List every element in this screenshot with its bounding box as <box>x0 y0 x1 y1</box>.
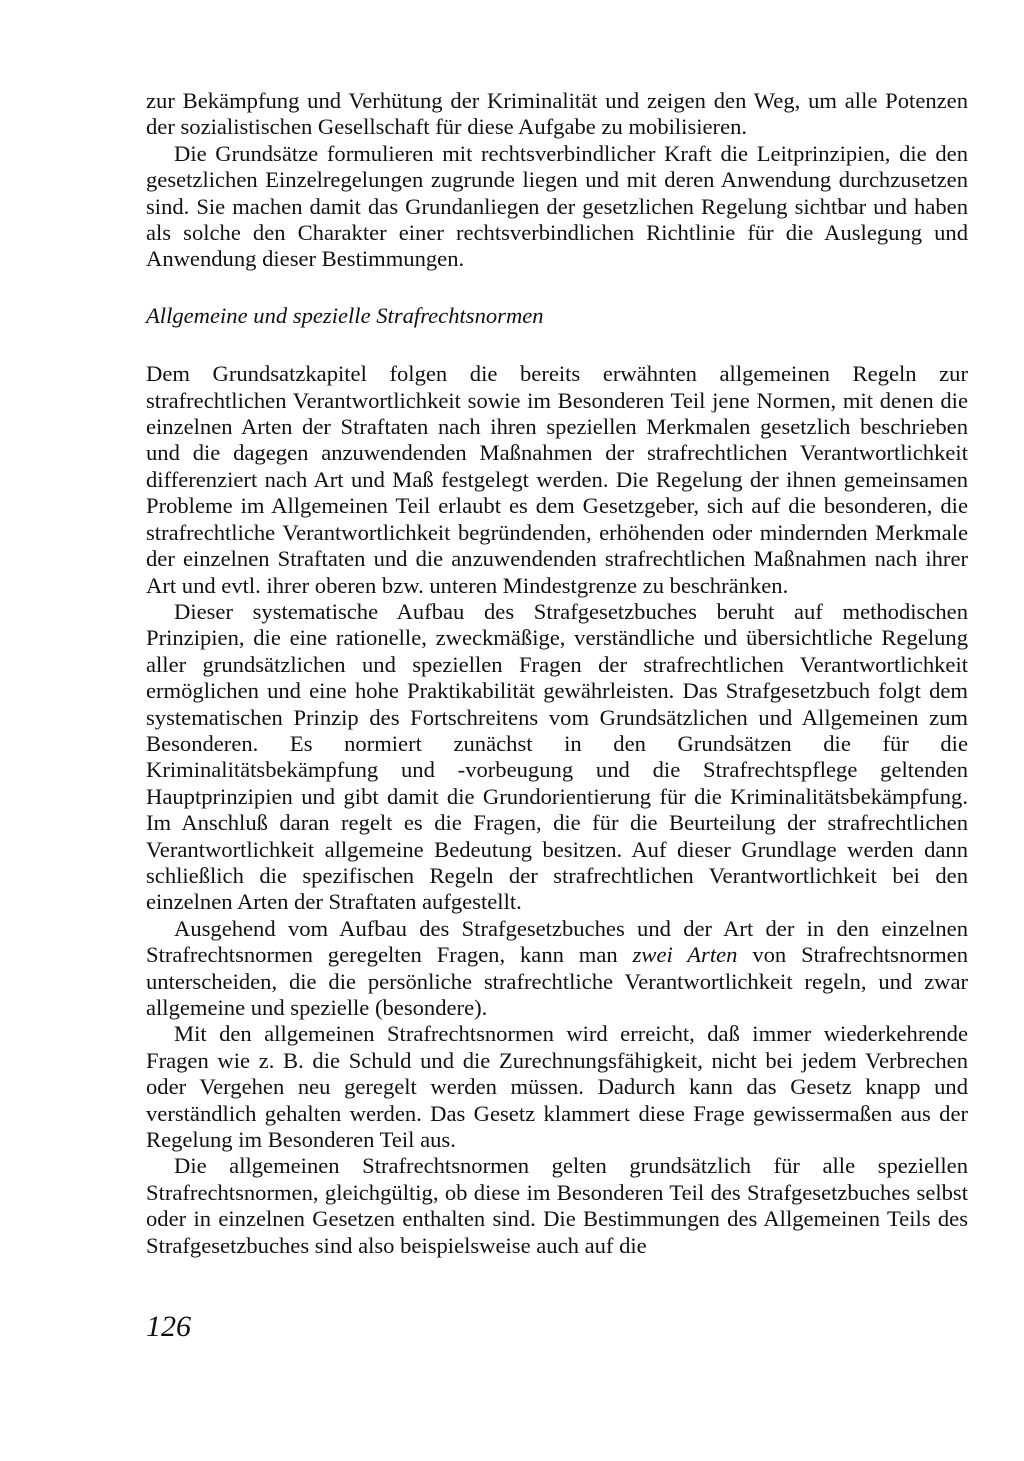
paragraph-6: Mit den allgemeinen Strafrechtsnormen wird erreicht, daß immer wiederkehrende Fragen wie z. B. die Schuld und die Zurechnungsfähigkeit, nicht bei jedem Verbrechen oder Vergehen neu geregelt werden müssen. Dadurch kann das Gesetz knapp und verständlich gehalten werden. Das Gesetz klammert diese Frage gewissermaßen aus der Regelung im Besonderen Teil aus. <box>146 1021 968 1153</box>
paragraph-4: Dieser systematische Aufbau des Strafgesetzbuches beruht auf methodischen Prinzipien, die eine rationelle, zweckmäßige, verständliche und übersichtliche Regelung aller grundsätzlichen und speziellen Fragen der strafrechtlichen Verantwortlichkeit ermöglichen und eine hohe Praktikabilität gewährleisten. Das Strafgesetzbuch folgt dem systematischen Prinzip des Fortschreitens vom Grundsätzlichen und Allgemeinen zum Besonderen. Es normiert zunächst in den Grundsätzen die für die Kriminalitätsbekämpfung und -vorbeugung und die Strafrechtspflege geltenden Hauptprinzipien und gibt damit die Grundorientierung für die Kriminalitätsbekämpfung. Im Anschluß daran regelt es die Fragen, die für die Beurteilung der strafrechtlichen Verantwortlichkeit allgemeine Bedeutung besitzen. Auf dieser Grundlage werden dann schließlich die spezifischen Regeln der strafrechtlichen Verantwortlichkeit bei den einzelnen Arten der Straftaten aufgestellt. <box>146 598 968 915</box>
paragraph-1: zur Bekämpfung und Verhütung der Kriminalität und zeigen den Weg, um alle Potenzen der sozialistischen Gesellschaft für diese Aufgabe zu mobilisieren. <box>146 88 968 140</box>
section-heading: Allgemeine und spezielle Strafrechtsnormen <box>146 302 544 328</box>
page-body <box>146 88 968 1259</box>
paragraph-5-text-after: von Strafrechtsnormen unterscheiden, die die persönliche strafrechtliche Verantwortlichkeit regeln, und zwar allgemeine und spezielle (besondere). <box>146 942 968 1020</box>
paragraph-7: Die allgemeinen Strafrechtsnormen gelten grundsätzlich für alle speziellen Strafrechtsnormen, gleichgültig, ob diese im Besonderen Teil des Strafgesetzbuches selbst oder in einzelnen Gesetzen enthalten sind. Die Bestimmungen des Allgemeinen Teils des Strafgesetzbuches sind also beispielsweise auch auf die <box>146 1153 968 1258</box>
paragraph-3: Dem Grundsatzkapitel folgen die bereits erwähnten allgemeinen Regeln zur strafrechtlichen Verantwortlichkeit sowie im Besonderen Teil jene Normen, mit denen die einzelnen Arten der Straftaten nach ihren speziellen Merkmalen gesetzlich beschrieben und die dagegen anzuwendenden Maßnahmen der strafrechtlichen Verantwortlichkeit differenziert nach Art und Maß festgelegt werden. Die Regelung der ihnen gemeinsamen Probleme im Allgemeinen Teil erlaubt es dem Gesetzgeber, sich auf die besonderen, die strafrechtliche Verantwortlichkeit begründenden, erhöhenden oder mindernden Merkmale der einzelnen Straftaten und die anzuwendenden strafrechtlichen Maßnahmen nach ihrer Art und evtl. ihrer oberen bzw. unteren Mindestgrenze zu beschränken. <box>146 361 968 598</box>
paragraph-5-text-before: Ausgehend vom Aufbau des Strafgesetzbuches und der Art der in den einzelnen Strafrechtsnormen geregelten Fragen, kann man <box>146 915 968 968</box>
paragraph-2: Die Grundsätze formulieren mit rechtsverbindlicher Kraft die Leitprinzipien, die den gesetzlichen Einzelregelungen zugrunde liegen und mit deren Anwendung durchzusetzen sind. Sie machen damit das Grundanliegen der gesetzlichen Regelung sichtbar und haben als solche den Charakter einer rechtsverbindlichen Richtlinie für die Auslegung und Anwendung dieser Bestimmungen. <box>146 140 968 272</box>
paragraph-5 <box>146 916 968 1022</box>
emphasis-zwei-arten: zwei Arten <box>632 942 738 968</box>
page-number: 126 <box>146 1310 191 1343</box>
